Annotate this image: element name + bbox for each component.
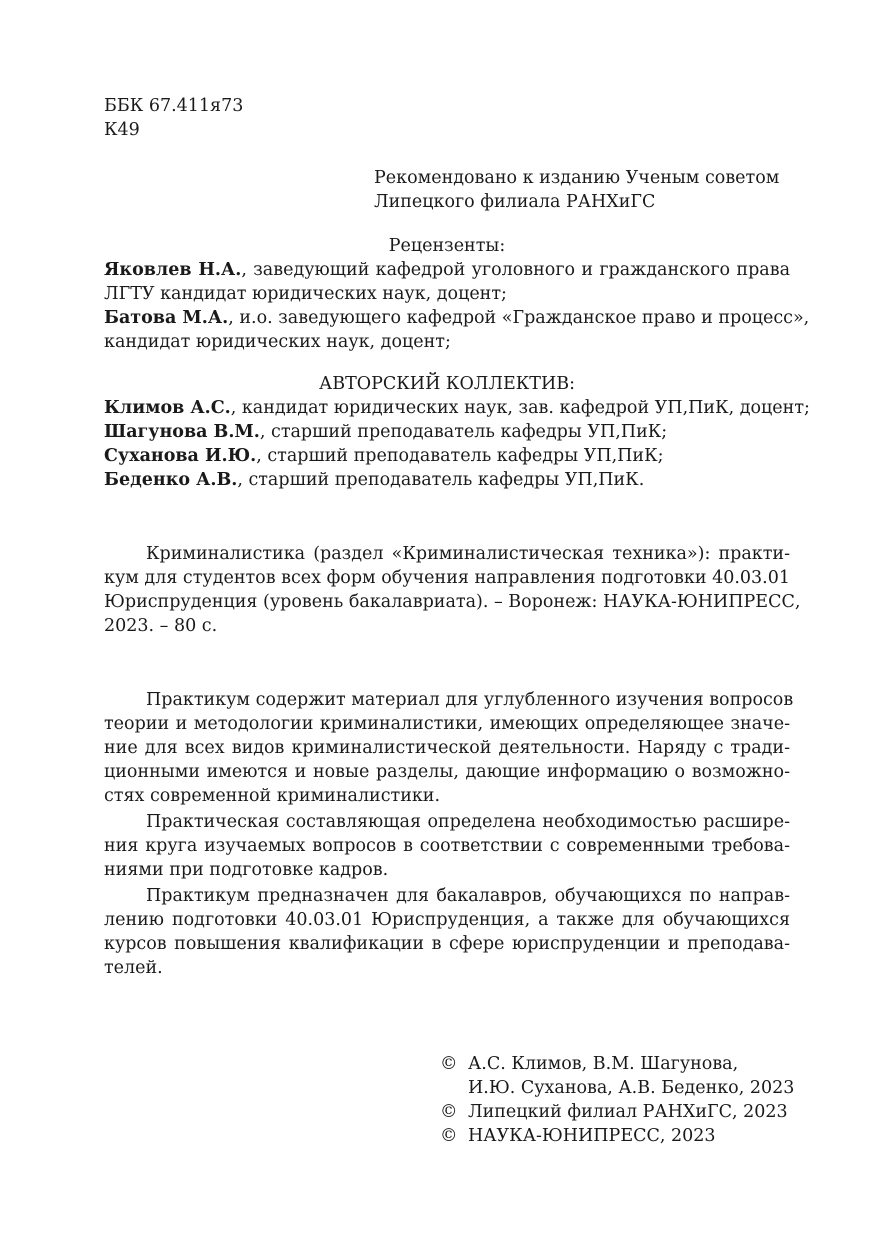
recommended-line-1: Рекомендовано к изданию Ученым советом <box>374 168 780 188</box>
copyright-1-line-2: И.Ю. Суханова, А.В. Беденко, 2023 <box>468 1078 795 1098</box>
abstract-line-6: Практическая составляющая определена необходимостью расшире- <box>146 812 790 832</box>
author-3-text: , старший преподаватель кафедры УП,ПиК; <box>256 446 664 466</box>
abstract-line-3: ние для всех видов криминалистической деятельности. Наряду с тради- <box>104 738 790 758</box>
reviewer-2-line-2: кандидат юридических наук, доцент; <box>104 332 451 352</box>
citation-line-4: 2023. – 80 с. <box>104 616 218 636</box>
authors-heading: АВТОРСКИЙ КОЛЛЕКТИВ: <box>318 374 576 394</box>
citation-line-2: кум для студентов всех форм обучения направления подготовки 40.03.01 <box>104 568 790 588</box>
abstract-line-12: телей. <box>104 958 163 978</box>
author-2-name: Шагунова В.М. <box>104 422 260 442</box>
abstract-line-7: ния круга изучаемых вопросов в соответствии с современными требова- <box>104 836 790 856</box>
abstract-line-5: стях современной криминалистики. <box>104 786 441 806</box>
author-1 <box>104 396 810 420</box>
author-3-name: Суханова И.Ю. <box>104 446 257 466</box>
abstract-line-8: ниями при подготовке кадров. <box>104 860 389 880</box>
author-1-text: , кандидат юридических наук, зав. кафедрой УП,ПиК, доцент; <box>230 398 810 418</box>
copyright-symbol: © <box>440 1126 458 1146</box>
reviewer-2-name: Батова М.А. <box>104 308 229 328</box>
reviewer-1-text: , заведующий кафедрой уголовного и гражданского права <box>241 260 791 280</box>
bbk-code: ББК 67.411я73 <box>104 96 244 116</box>
author-4 <box>104 468 644 492</box>
reviewer-2 <box>104 306 810 330</box>
abstract-line-9: Практикум предназначен для бакалавров, обучающихся по направ- <box>146 886 790 906</box>
citation-line-1: Криминалистика (раздел «Криминалистическая техника»): практи- <box>146 544 790 564</box>
reviewer-1 <box>104 258 790 282</box>
bbk-index: К49 <box>104 120 140 140</box>
author-4-text: , старший преподаватель кафедры УП,ПиК. <box>237 470 645 490</box>
author-2 <box>104 420 667 444</box>
abstract-line-1: Практикум содержит материал для углубленного изучения вопросов <box>146 690 794 710</box>
copyright-3-text: НАУКА-ЮНИПРЕСС, 2023 <box>468 1126 716 1146</box>
abstract-line-10: лению подготовки 40.03.01 Юриспруденция, а также для обучающихся <box>104 910 790 930</box>
copyright-2 <box>440 1100 788 1124</box>
reviewer-1-name: Яковлев Н.А. <box>104 260 242 280</box>
abstract-line-4: ционными имеются и новые разделы, дающие информацию о возможно- <box>104 762 790 782</box>
abstract-line-2: теории и методологии криминалистики, имеющих определяющее значе- <box>104 714 790 734</box>
author-2-text: , старший преподаватель кафедры УП,ПиК; <box>259 422 668 442</box>
reviewer-2-text: , и.о. заведующего кафедрой «Гражданское право и процесс», <box>228 308 810 328</box>
copyright-3 <box>440 1124 716 1148</box>
recommended-line-2: Липецкого филиала РАНХиГС <box>374 192 656 212</box>
reviewer-1-line-2: ЛГТУ кандидат юридических наук, доцент; <box>104 284 507 304</box>
reviewers-heading: Рецензенты: <box>388 236 506 256</box>
abstract-line-11: курсов повышения квалификации в сфере юриспруденции и преподава- <box>104 934 790 954</box>
copyright-1 <box>440 1052 738 1076</box>
author-3 <box>104 444 664 468</box>
copyright-symbol: © <box>440 1054 458 1074</box>
author-4-name: Беденко А.В. <box>104 470 238 490</box>
author-1-name: Климов А.С. <box>104 398 231 418</box>
copyright-1-text: А.С. Климов, В.М. Шагунова, <box>468 1054 739 1074</box>
copyright-symbol: © <box>440 1102 458 1122</box>
citation-line-3: Юриспруденция (уровень бакалавриата). – Воронеж: НАУКА-ЮНИПРЕСС, <box>104 592 801 612</box>
copyright-2-text: Липецкий филиал РАНХиГС, 2023 <box>468 1102 788 1122</box>
